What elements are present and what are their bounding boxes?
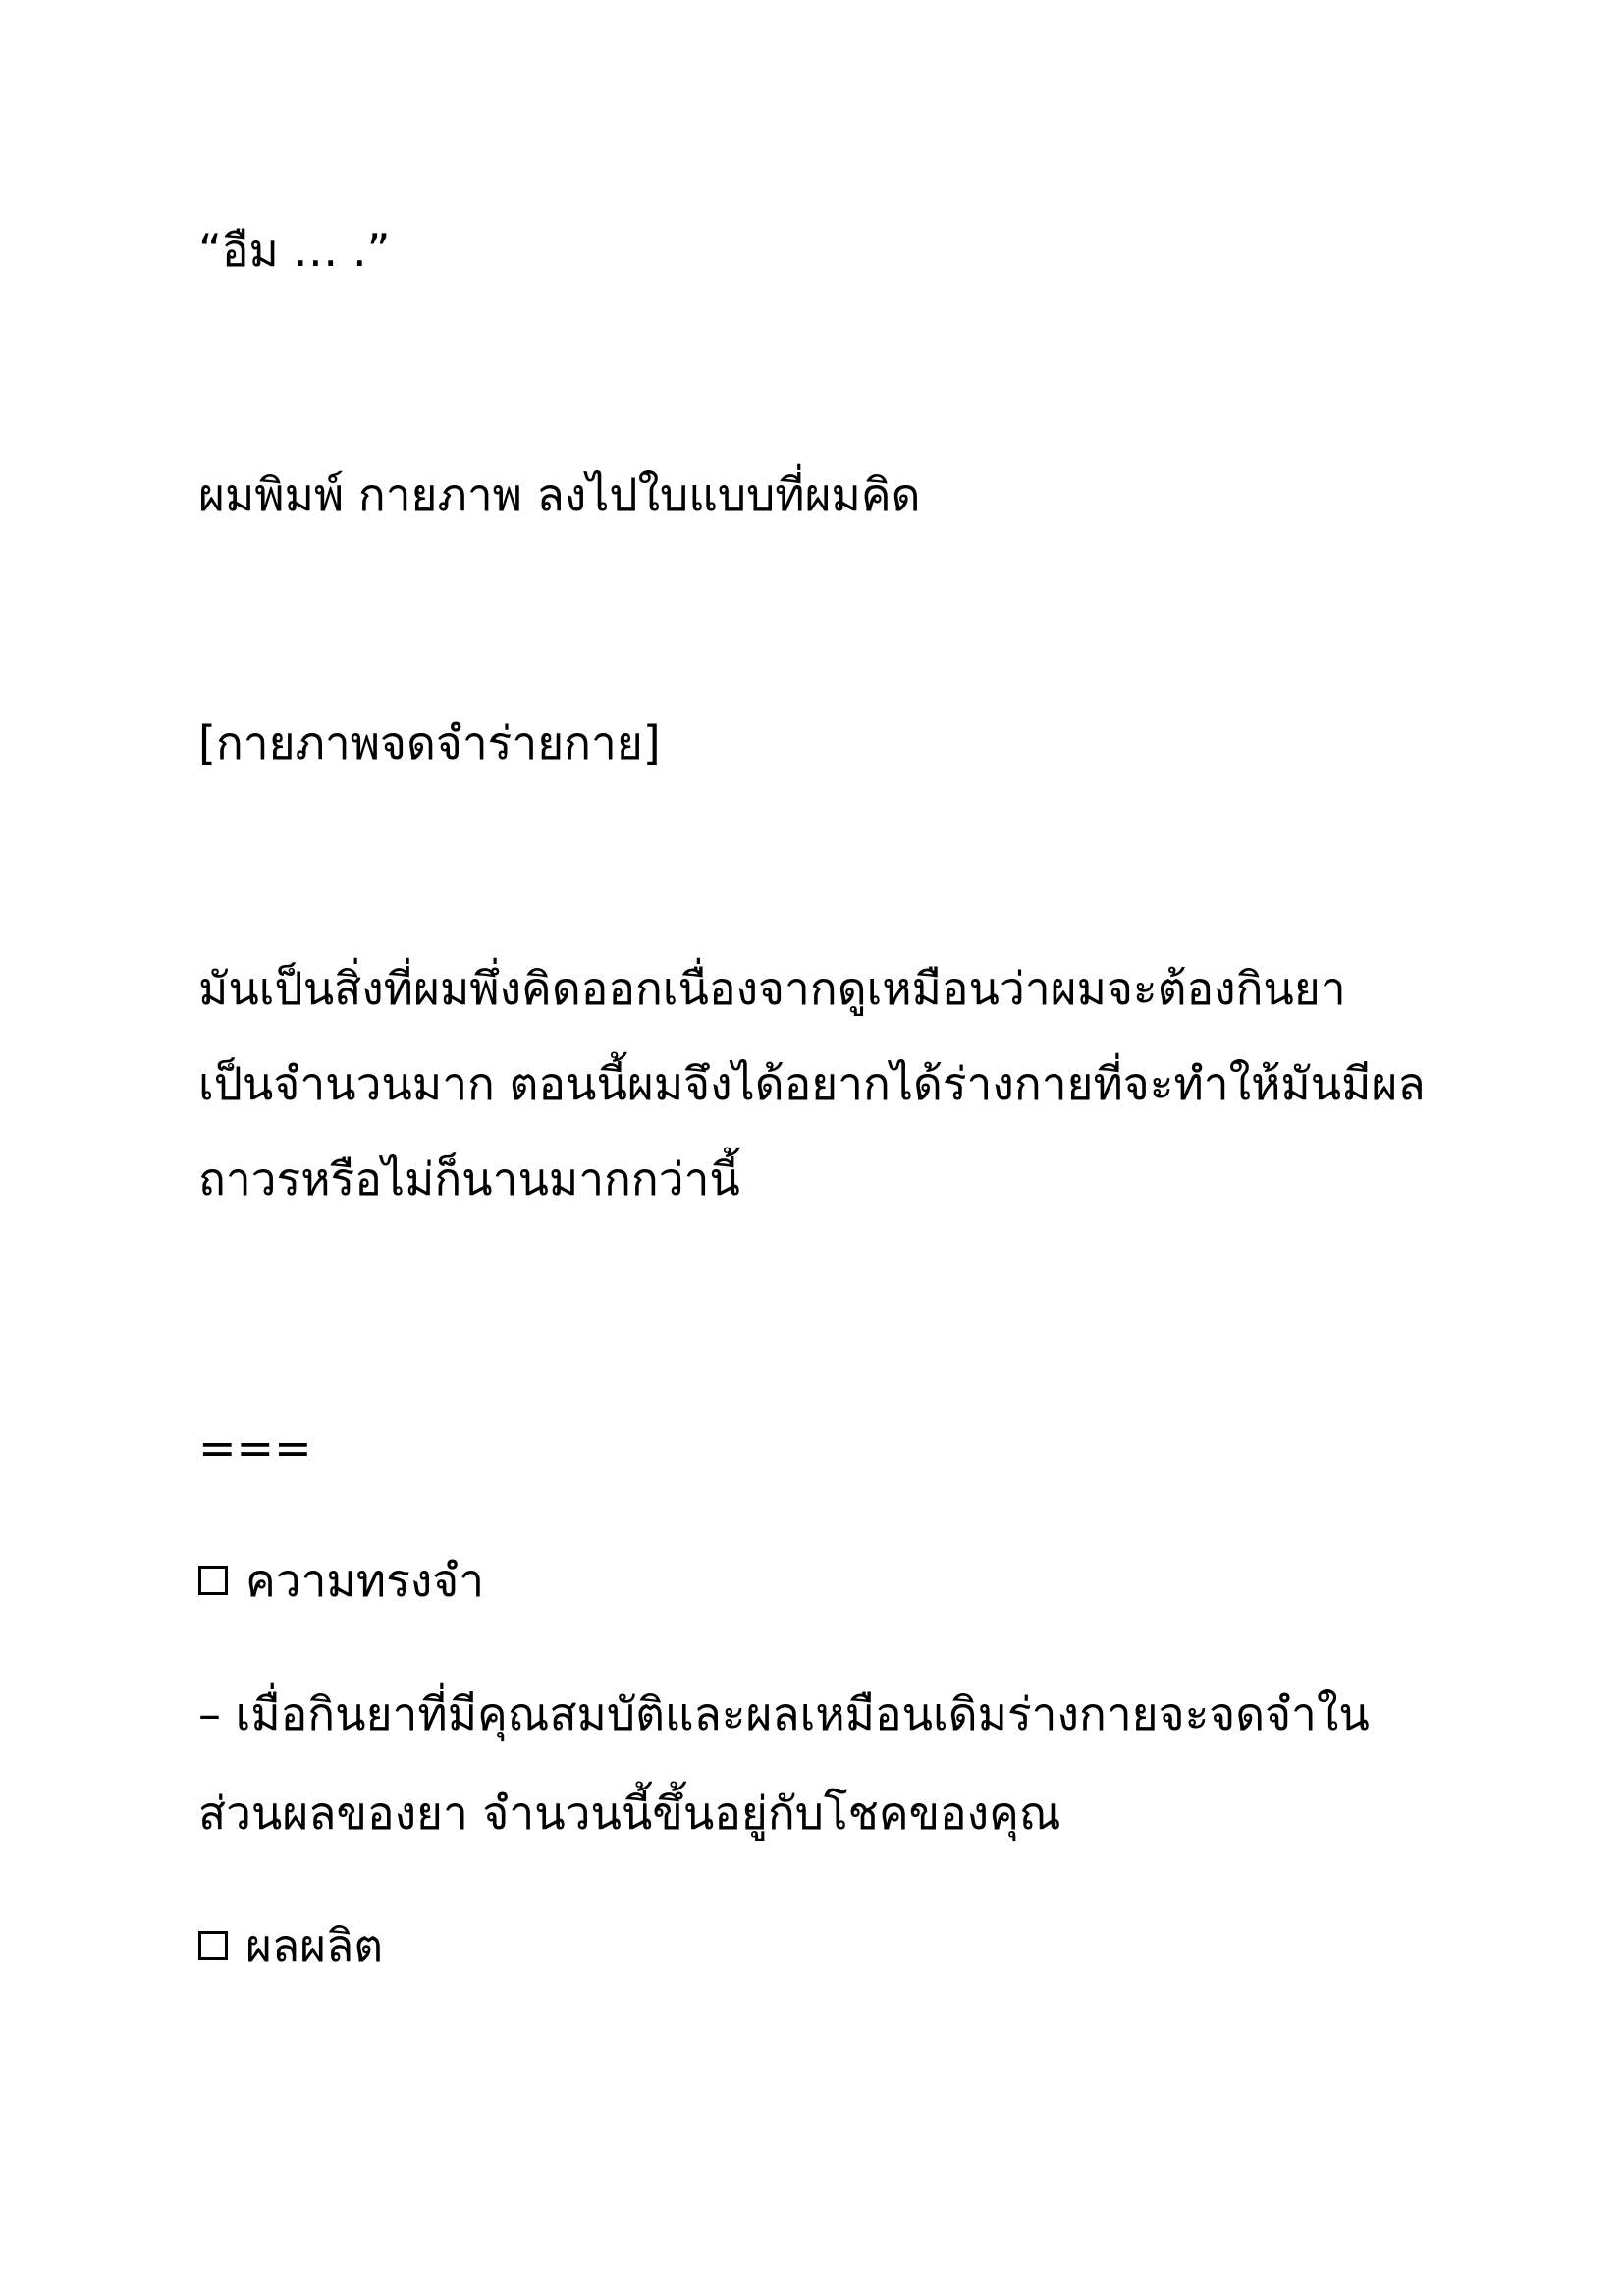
separator: === [198, 1421, 312, 1474]
item-memory-label: ความทรงจำ [245, 1554, 485, 1607]
bracket-line: [กายภาพจดจำร่ายกาย] [198, 717, 661, 770]
description-line: ส่วนผลของยา จำนวนนี้ขึ้นอยู่กับโชคของคุณ [198, 1787, 1061, 1840]
item-output-label: ผลผลิต [245, 1919, 384, 1972]
paragraph-line: มันเป็นสิ่งที่ผมพึ่งคิดออกเนื่องจากดูเหมือนว่าผมจะต้องกินยา [198, 962, 1346, 1015]
quote-line: “อืม … .” [198, 224, 391, 277]
checkbox-icon [198, 1931, 228, 1960]
main-paragraph [198, 941, 1475, 1227]
paragraph-line: ถาวรหรือไม่ก็นานมากกว่านี้ [198, 1152, 740, 1205]
item-memory-description [198, 1663, 1475, 1861]
checkbox-icon [198, 1566, 228, 1595]
typed-line: ผมพิมพ์ กายภาพ ลงไปใบแบบที่ผมคิด [198, 468, 921, 521]
description-line: – เมื่อกินยาที่มีคุณสมบัติและผลเหมือนเดิมร่างกายจะจดจำใน [198, 1687, 1370, 1740]
item-memory [198, 1551, 484, 1610]
paragraph-line: เป็นจำนวนมาก ตอนนี้ผมจึงได้อยากได้ร่างกายที่จะทำให้มันมีผล [198, 1057, 1426, 1110]
item-output [198, 1916, 383, 1975]
